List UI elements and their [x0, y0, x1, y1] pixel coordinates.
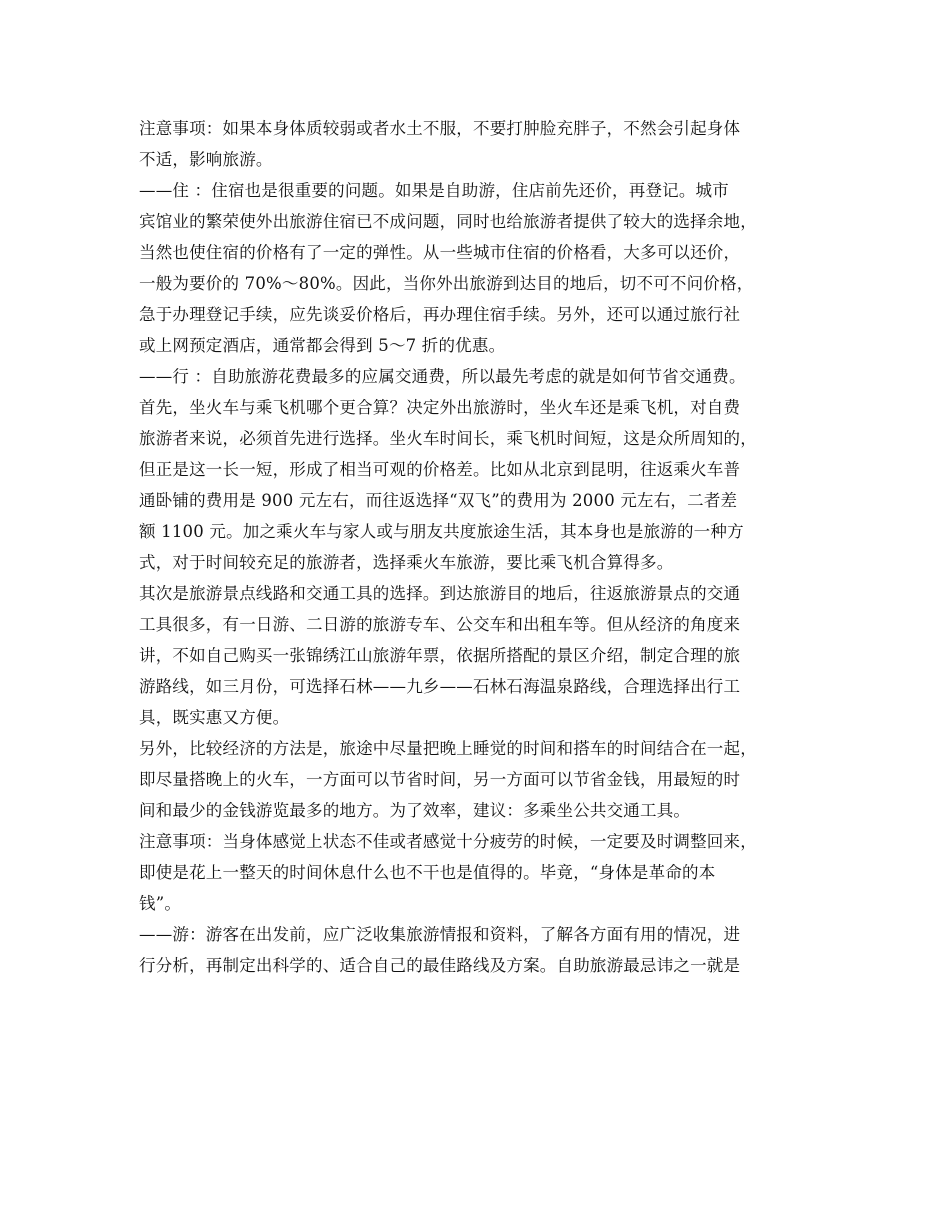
- text-line: 或上网预定酒店，通常都会得到 5～7 折的优惠。: [139, 336, 506, 355]
- text-line: 急于办理登记手续，应先谈妥价格后，再办理住宿手续。另外，还可以通过旅行社: [139, 305, 741, 324]
- text-line: 旅游者来说，必须首先进行选择。坐火车时间长，乘飞机时间短，这是众所周知的，: [139, 429, 757, 448]
- text-line: 注意事项：当身体感觉上状态不佳或者感觉十分疲劳的时候，一定要及时调整回来，: [139, 832, 757, 851]
- text-line: 另外，比较经济的方法是，旅途中尽量把晚上睡觉的时间和搭车的时间结合在一起，: [139, 739, 757, 758]
- text-line: 首先，坐火车与乘飞机哪个更合算？决定外出旅游时，坐火车还是乘飞机，对自费: [139, 398, 741, 417]
- text-line: 宾馆业的繁荣使外出旅游住宿已不成问题，同时也给旅游者提供了较大的选择余地，: [139, 212, 757, 231]
- text-line: 一般为要价的 70%～80%。因此，当你外出旅游到达目的地后，切不可不问价格，: [139, 274, 754, 293]
- text-line: 行分析，再制定出科学的、适合自己的最佳路线及方案。自助旅游最忌讳之一就是: [139, 956, 741, 975]
- text-line: 式，对于时间较充足的旅游者，选择乘火车旅游，要比乘飞机合算得多。: [139, 553, 674, 572]
- text-line: 但正是这一长一短，形成了相当可观的价格差。比如从北京到昆明，往返乘火车普: [139, 460, 741, 479]
- text-line: 当然也使住宿的价格有了一定的弹性。从一些城市住宿的价格看，大多可以还价，: [139, 243, 741, 262]
- text-line: 注意事项：如果本身体质较弱或者水土不服，不要打肿脸充胖子，不然会引起身体: [139, 119, 741, 138]
- text-line: 即使是花上一整天的时间休息什么也不干也是值得的。毕竟，“身体是革命的本: [139, 863, 716, 882]
- text-line: 其次是旅游景点线路和交通工具的选择。到达旅游目的地后，往返旅游景点的交通: [139, 584, 741, 603]
- text-line: 讲，不如自己购买一张锦绣江山旅游年票，依据所搭配的景区介绍，制定合理的旅: [139, 646, 741, 665]
- document-body: [139, 113, 825, 981]
- text-line: 即尽量搭晚上的火车，一方面可以节省时间，另一方面可以节省金钱，用最短的时: [139, 770, 741, 789]
- text-line: 间和最少的金钱游览最多的地方。为了效率，建议：多乘坐公共交通工具。: [139, 801, 691, 820]
- text-line: 不适，影响旅游。: [139, 150, 273, 169]
- text-line: ——住 ：住宿也是很重要的问题。如果是自助游，住店前先还价，再登记。城市: [139, 181, 729, 200]
- text-line: ——行 ：自助旅游花费最多的应属交通费，所以最先考虑的就是如何节省交通费。: [139, 367, 746, 386]
- text-line: 额 1100 元。加之乘火车与家人或与朋友共度旅途生活，其本身也是旅游的一种方: [139, 522, 744, 541]
- text-line: ——游：游客在出发前，应广泛收集旅游情报和资料，了解各方面有用的情况，进: [139, 925, 741, 944]
- text-line: 工具很多，有一日游、二日游的旅游专车、公交车和出租车等。但从经济的角度来: [139, 615, 741, 634]
- text-line: 游路线，如三月份，可选择石林——九乡——石林石海温泉路线，合理选择出行工: [139, 677, 741, 696]
- text-line: 钱”。: [139, 894, 182, 913]
- text-line: 通卧铺的费用是 900 元左右，而往返选择“双飞”的费用为 2000 元左右，二者差: [139, 491, 738, 510]
- text-line: 具，既实惠又方便。: [139, 708, 290, 727]
